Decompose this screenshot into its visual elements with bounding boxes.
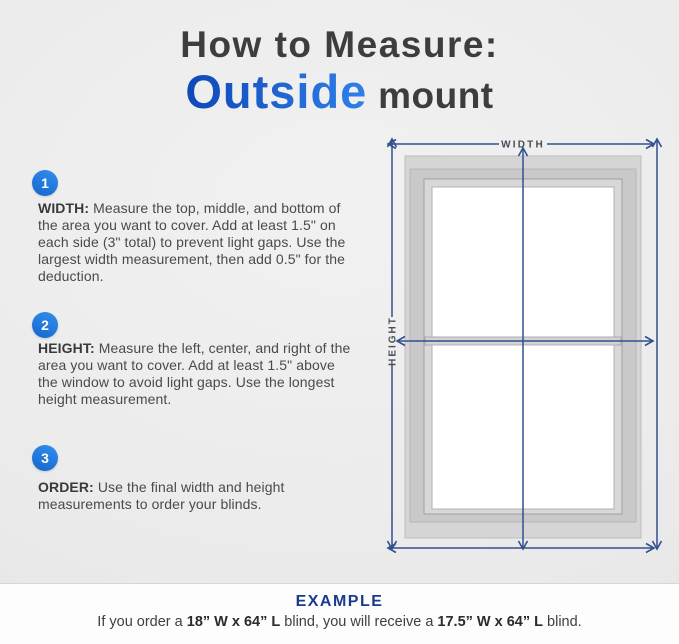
step-3-text <box>38 479 354 513</box>
example-sentence <box>0 613 679 632</box>
page-title <box>0 24 679 128</box>
step-2-body: Measure the left, center, and right of the area you want to cover. Add at least 1.5" above the window to avoid light gaps. Use the longest height measurement. <box>38 340 351 407</box>
title-highlight-outside: Outside <box>185 65 368 118</box>
step-3-label: ORDER: <box>38 479 94 495</box>
step-3-number-badge: 3 <box>32 445 58 471</box>
example-footer <box>0 584 679 644</box>
example-part1: If you order a <box>97 614 187 630</box>
step-1-text <box>38 200 354 285</box>
step-1-number-badge: 1 <box>32 170 58 196</box>
height-label: HEIGHT <box>387 316 399 366</box>
title-line-2 <box>0 65 679 128</box>
step-1-label: WIDTH: <box>38 200 90 216</box>
width-label: WIDTH <box>501 139 545 151</box>
example-part3: blind. <box>543 614 582 630</box>
step-2-number-badge: 2 <box>32 312 58 338</box>
step-2-label: HEIGHT: <box>38 340 95 356</box>
example-part2: blind, you will receive a <box>280 614 438 630</box>
example-ordered-size: 18” W x 64” L <box>186 614 281 630</box>
step-2-text <box>38 340 354 408</box>
step-3-body: Use the final width and height measurements to order your blinds. <box>38 479 285 512</box>
window-measurement-diagram <box>383 136 663 561</box>
example-heading: EXAMPLE <box>295 593 384 610</box>
title-line-1: How to Measure: <box>180 24 499 65</box>
window-diagram-svg <box>383 136 663 561</box>
step-1-body: Measure the top, middle, and bottom of the area you want to cover. Add at least 1.5" on each side (3" total) to prevent light gaps. Use the largest width measurement, then add 0.5" for the deduction. <box>38 200 346 284</box>
title-suffix-mount: mount <box>367 75 494 116</box>
example-received-size: 17.5” W x 64” L <box>437 614 543 630</box>
